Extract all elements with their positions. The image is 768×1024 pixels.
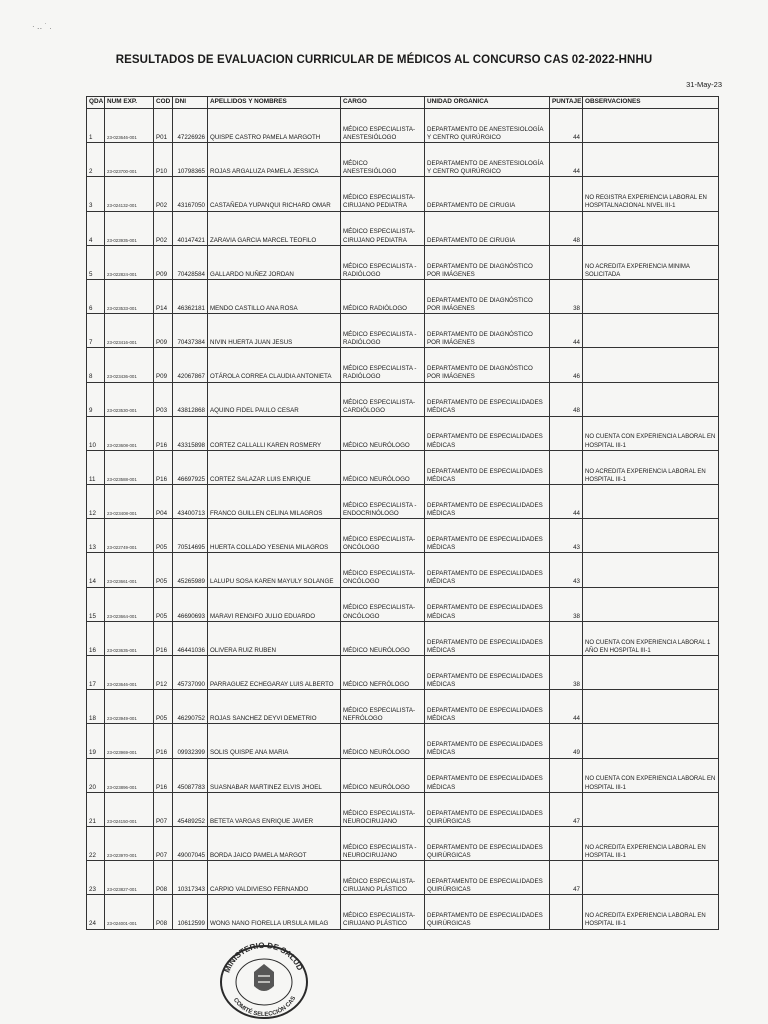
cell-cargo: MÉDICO NEURÓLOGO (341, 450, 425, 484)
cell-cod: P07 (154, 826, 173, 860)
cell-cargo: MÉDICO ESPECIALISTA-ONCÓLOGO (341, 553, 425, 587)
cell-cargo: MÉDICO NEURÓLOGO (341, 758, 425, 792)
cell-unidad: DEPARTAMENTO DE ESPECIALIDADES MÉDICAS (425, 485, 550, 519)
cell-num-exp: 23-024150-001 (105, 792, 154, 826)
cell-qda: 14 (87, 553, 105, 587)
cell-cargo: MÉDICO ESPECIALISTA-CIRUJANO PLÁSTICO (341, 861, 425, 895)
scan-specks: · ‥ ˙ . (32, 22, 52, 31)
cell-qda: 3 (87, 177, 105, 211)
cell-num-exp: 23-024001-001 (105, 895, 154, 929)
table-row (87, 621, 719, 655)
cell-cargo: MÉDICO NEURÓLOGO (341, 621, 425, 655)
cell-qda: 4 (87, 211, 105, 245)
cell-qda: 20 (87, 758, 105, 792)
cell-num-exp: 23-023588-001 (105, 450, 154, 484)
cell-cod: P05 (154, 690, 173, 724)
cell-dni: 09932399 (173, 724, 208, 758)
cell-puntaje: 49 (550, 724, 583, 758)
table-row (87, 724, 719, 758)
cell-dni: 70428584 (173, 245, 208, 279)
col-apellidos-nombres: APELLIDOS Y NOMBRES (208, 97, 341, 109)
cell-nombre: PARRAGUEZ ECHEGARAY LUIS ALBERTO (208, 656, 341, 690)
cell-dni: 43315898 (173, 416, 208, 450)
cell-nombre: FRANCO GUILLEN CELINA MILAGROS (208, 485, 341, 519)
cell-nombre: GALLARDO NUÑEZ JORDAN (208, 245, 341, 279)
table-row (87, 587, 719, 621)
cell-num-exp: 23-023416-001 (105, 314, 154, 348)
cell-qda: 22 (87, 826, 105, 860)
cell-nombre: WONG NANO FIORELLA URSULA MILAG (208, 895, 341, 929)
cell-cod: P16 (154, 416, 173, 450)
cell-cargo: MÉDICO ESPECIALISTA - RADIÓLOGO (341, 245, 425, 279)
cell-observaciones (583, 656, 719, 690)
cell-cargo: MÉDICO RADIÓLOGO (341, 279, 425, 313)
cell-unidad: DEPARTAMENTO DE CIRUGIA (425, 177, 550, 211)
cell-puntaje (550, 621, 583, 655)
cell-unidad: DEPARTAMENTO DE ESPECIALIDADES MÉDICAS (425, 621, 550, 655)
cell-cargo: MÉDICO ESPECIALISTA - NEUROCIRUJANO (341, 826, 425, 860)
cell-puntaje: 38 (550, 587, 583, 621)
cell-nombre: OTÁROLA CORREA CLAUDIA ANTONIETA (208, 348, 341, 382)
cell-qda: 17 (87, 656, 105, 690)
cell-num-exp: 23-023608-001 (105, 416, 154, 450)
cell-puntaje: 44 (550, 485, 583, 519)
cell-qda: 19 (87, 724, 105, 758)
cell-cargo: MÉDICO ESPECIALISTA-CIRUJANO PEDIATRA (341, 211, 425, 245)
cell-puntaje: 44 (550, 143, 583, 177)
cell-nombre: OLIVERA RUIZ RUBEN (208, 621, 341, 655)
cell-nombre: BETETA VARGAS ENRIQUE JAVIER (208, 792, 341, 826)
cell-cod: P16 (154, 758, 173, 792)
col-cod: COD (154, 97, 173, 109)
cell-cargo: MÉDICO ESPECIALISTA - RADIÓLOGO (341, 348, 425, 382)
cell-cargo: MÉDICO ESPECIALISTA-ONCÓLOGO (341, 587, 425, 621)
table-row (87, 553, 719, 587)
cell-qda: 24 (87, 895, 105, 929)
cell-num-exp: 23-023970-001 (105, 826, 154, 860)
cell-unidad: DEPARTAMENTO DE ESPECIALIDADES MÉDICAS (425, 450, 550, 484)
cell-unidad: DEPARTAMENTO DE DIAGNÓSTICO POR IMÁGENES (425, 279, 550, 313)
cell-qda: 15 (87, 587, 105, 621)
cell-qda: 1 (87, 109, 105, 143)
svg-text:COMITÉ SELECCIÓN CAS (232, 996, 297, 1018)
cell-unidad: DEPARTAMENTO DE ESPECIALIDADES QUIRÚRGICAS (425, 895, 550, 929)
table-row (87, 656, 719, 690)
cell-dni: 70514695 (173, 519, 208, 553)
cell-cargo: MÉDICO ESPECIALISTA-CIRUJANO PEDIATRA (341, 177, 425, 211)
cell-puntaje: 44 (550, 109, 583, 143)
cell-observaciones (583, 211, 719, 245)
table-row (87, 519, 719, 553)
table-row (87, 450, 719, 484)
cell-unidad: DEPARTAMENTO DE ESPECIALIDADES QUIRÚRGICAS (425, 826, 550, 860)
cell-qda: 18 (87, 690, 105, 724)
cell-cargo: MÉDICO ESPECIALISTA-ONCÓLOGO (341, 519, 425, 553)
cell-nombre: LALUPU SOSA KAREN MAYULY SOLANGE (208, 553, 341, 587)
table-row (87, 758, 719, 792)
cell-num-exp: 23-023664-001 (105, 587, 154, 621)
cell-num-exp: 23-024132-001 (105, 177, 154, 211)
col-observaciones: OBSERVACIONES (583, 97, 719, 109)
cell-nombre: MENDO CASTILLO ANA ROSA (208, 279, 341, 313)
cell-qda: 10 (87, 416, 105, 450)
cell-observaciones (583, 314, 719, 348)
cell-puntaje: 48 (550, 382, 583, 416)
cell-qda: 12 (87, 485, 105, 519)
table-row (87, 109, 719, 143)
table-header-row (87, 97, 719, 109)
cell-qda: 16 (87, 621, 105, 655)
cell-cargo: MÉDICO ESPECIALISTA - RADIÓLOGO (341, 314, 425, 348)
cell-cod: P10 (154, 143, 173, 177)
cell-unidad: DEPARTAMENTO DE ESPECIALIDADES MÉDICAS (425, 519, 550, 553)
ministry-seal-stamp (218, 942, 310, 1020)
col-qda: QDA (87, 97, 105, 109)
col-dni: DNI (173, 97, 208, 109)
cell-observaciones (583, 382, 719, 416)
cell-num-exp: 23-023896-001 (105, 758, 154, 792)
cell-cod: P05 (154, 553, 173, 587)
cell-unidad: DEPARTAMENTO DE ESPECIALIDADES MÉDICAS (425, 690, 550, 724)
table-row (87, 861, 719, 895)
cell-cod: P05 (154, 519, 173, 553)
cell-qda: 2 (87, 143, 105, 177)
cell-dni: 49007045 (173, 826, 208, 860)
cell-cod: P09 (154, 314, 173, 348)
cell-puntaje (550, 450, 583, 484)
cell-unidad: DEPARTAMENTO DE ESPECIALIDADES MÉDICAS (425, 416, 550, 450)
cell-qda: 5 (87, 245, 105, 279)
stamp-text-bottom: COMITÉ SELECCIÓN CAS (231, 995, 298, 1019)
cell-observaciones (583, 861, 719, 895)
cell-num-exp: 23-023408-001 (105, 485, 154, 519)
cell-dni: 46290752 (173, 690, 208, 724)
cell-cargo: MÉDICO NEURÓLOGO (341, 724, 425, 758)
cell-observaciones (583, 792, 719, 826)
table-row (87, 314, 719, 348)
cell-puntaje: 43 (550, 519, 583, 553)
cell-cod: P08 (154, 861, 173, 895)
cell-unidad: DEPARTAMENTO DE ESPECIALIDADES MÉDICAS (425, 587, 550, 621)
table-row (87, 895, 719, 929)
cell-puntaje (550, 758, 583, 792)
cell-qda: 8 (87, 348, 105, 382)
cell-cargo: MÉDICO NEURÓLOGO (341, 416, 425, 450)
table-row (87, 690, 719, 724)
cell-observaciones (583, 109, 719, 143)
cell-observaciones: NO ACREDITA EXPERIENCIA LABORAL EN HOSPITAL III-1 (583, 895, 719, 929)
cell-dni: 46690693 (173, 587, 208, 621)
cell-nombre: HUERTA COLLADO YESENIA MILAGROS (208, 519, 341, 553)
cell-observaciones (583, 587, 719, 621)
cell-cod: P04 (154, 485, 173, 519)
cell-observaciones: NO CUENTA CON EXPERIENCIA LABORAL EN HOSPITAL III-1 (583, 416, 719, 450)
table-row (87, 485, 719, 519)
cell-observaciones: NO REGISTRA EXPERIENCIA LABORAL EN HOSPITALNACIONAL NIVEL III-1 (583, 177, 719, 211)
cell-observaciones (583, 690, 719, 724)
cell-dni: 45489252 (173, 792, 208, 826)
cell-puntaje: 47 (550, 792, 583, 826)
cell-puntaje (550, 416, 583, 450)
cell-num-exp: 23-023935-001 (105, 211, 154, 245)
table-row (87, 143, 719, 177)
cell-nombre: CORTEZ SALAZAR LUIS ENRIQUE (208, 450, 341, 484)
cell-dni: 10612599 (173, 895, 208, 929)
cell-dni: 45087783 (173, 758, 208, 792)
cell-nombre: SOLIS QUISPE ANA MARIA (208, 724, 341, 758)
col-num-exp: NUM EXP. (105, 97, 154, 109)
cell-nombre: AQUINO FIDEL PAULO CESAR (208, 382, 341, 416)
cell-cod: P02 (154, 211, 173, 245)
cell-cargo: MÉDICO ESPECIALISTA - ENDOCRINÓLOGO (341, 485, 425, 519)
cell-cod: P14 (154, 279, 173, 313)
table-row (87, 792, 719, 826)
cell-dni: 47226926 (173, 109, 208, 143)
cell-observaciones: NO CUENTA CON EXPERIENCIA LABORAL EN HOSPITAL III-1 (583, 758, 719, 792)
cell-nombre: ROJAS ARGALUZA PAMELA JESSICA (208, 143, 341, 177)
cell-puntaje (550, 895, 583, 929)
cell-puntaje: 44 (550, 314, 583, 348)
cell-puntaje (550, 177, 583, 211)
cell-qda: 9 (87, 382, 105, 416)
cell-cod: P01 (154, 109, 173, 143)
cell-num-exp: 23-023949-001 (105, 690, 154, 724)
cell-puntaje: 46 (550, 348, 583, 382)
table-row (87, 177, 719, 211)
cell-num-exp: 23-022824-001 (105, 245, 154, 279)
cell-nombre: CASTAÑEDA YUPANQUI RICHARD OMAR (208, 177, 341, 211)
stamp-text-top: MINISTERIO DE SALUD (222, 942, 305, 974)
cell-dni: 43812868 (173, 382, 208, 416)
cell-unidad: DEPARTAMENTO DE ESPECIALIDADES MÉDICAS (425, 758, 550, 792)
cell-observaciones: NO CUENTA CON EXPERIENCIA LABORAL 1 AÑO EN HOSPITAL III-1 (583, 621, 719, 655)
cell-observaciones: NO ACREDITA EXPERIENCIA LABORAL EN HOSPITAL III-1 (583, 450, 719, 484)
cell-unidad: DEPARTAMENTO DE CIRUGIA (425, 211, 550, 245)
cell-unidad: DEPARTAMENTO DE ESPECIALIDADES QUIRÚRGICAS (425, 861, 550, 895)
results-table (86, 96, 719, 930)
cell-dni: 46441036 (173, 621, 208, 655)
cell-num-exp: 23-023827-001 (105, 861, 154, 895)
cell-cod: P12 (154, 656, 173, 690)
col-cargo: CARGO (341, 97, 425, 109)
cell-puntaje: 43 (550, 553, 583, 587)
cell-puntaje: 47 (550, 861, 583, 895)
cell-num-exp: 23-023635-001 (105, 621, 154, 655)
cell-nombre: NIVIN HUERTA JUAN JESUS (208, 314, 341, 348)
table-row (87, 416, 719, 450)
cell-unidad: DEPARTAMENTO DE ESPECIALIDADES QUIRÚRGICAS (425, 792, 550, 826)
cell-num-exp: 23-022749-001 (105, 519, 154, 553)
cell-cargo: MÉDICO ESPECIALISTA-CIRUJANO PLÁSTICO (341, 895, 425, 929)
cell-observaciones (583, 519, 719, 553)
cell-num-exp: 23-023530-001 (105, 382, 154, 416)
cell-qda: 11 (87, 450, 105, 484)
cell-cod: P02 (154, 177, 173, 211)
cell-nombre: SUASNABAR MARTINEZ ELVIS JHOEL (208, 758, 341, 792)
cell-unidad: DEPARTAMENTO DE ESPECIALIDADES MÉDICAS (425, 382, 550, 416)
cell-cod: P03 (154, 382, 173, 416)
cell-dni: 40147421 (173, 211, 208, 245)
cell-puntaje: 38 (550, 279, 583, 313)
cell-dni: 46697925 (173, 450, 208, 484)
cell-unidad: DEPARTAMENTO DE DIAGNÓSTICO POR IMÁGENES (425, 314, 550, 348)
cell-unidad: DEPARTAMENTO DE ESPECIALIDADES MÉDICAS (425, 553, 550, 587)
cell-cod: P09 (154, 348, 173, 382)
cell-cargo: MÉDICO ESPECIALISTA-CARDIÓLOGO (341, 382, 425, 416)
col-puntaje: PUNTAJE (550, 97, 583, 109)
document-title: RESULTADOS DE EVALUACION CURRICULAR DE MÉDICOS AL CONCURSO CAS 02-2022-HNHU (115, 54, 653, 66)
cell-cargo: MÉDICO ESPECIALISTA-NEUROCIRUJANO (341, 792, 425, 826)
cell-dni: 43400713 (173, 485, 208, 519)
cell-puntaje (550, 245, 583, 279)
cell-nombre: ROJAS SANCHEZ DEYVI DEMETRIO (208, 690, 341, 724)
cell-dni: 46362181 (173, 279, 208, 313)
cell-unidad: DEPARTAMENTO DE ANESTESIOLOGÍA Y CENTRO QUIRÚRGICO (425, 109, 550, 143)
cell-num-exp: 23-023661-001 (105, 553, 154, 587)
cell-cod: P05 (154, 587, 173, 621)
table-row (87, 382, 719, 416)
cell-observaciones (583, 348, 719, 382)
cell-dni: 43167050 (173, 177, 208, 211)
cell-nombre: MARAVI RENGIFO JULIO EDUARDO (208, 587, 341, 621)
cell-observaciones (583, 143, 719, 177)
cell-nombre: BORDA JAICO PAMELA MARGOT (208, 826, 341, 860)
table-row (87, 245, 719, 279)
cell-observaciones (583, 724, 719, 758)
cell-unidad: DEPARTAMENTO DE ESPECIALIDADES MÉDICAS (425, 656, 550, 690)
cell-num-exp: 23-023533-001 (105, 279, 154, 313)
cell-num-exp: 23-023969-001 (105, 724, 154, 758)
cell-qda: 13 (87, 519, 105, 553)
cell-cod: P16 (154, 450, 173, 484)
cell-dni: 70437384 (173, 314, 208, 348)
cell-qda: 23 (87, 861, 105, 895)
document-date: 31-May-23 (686, 80, 722, 89)
cell-observaciones (583, 553, 719, 587)
cell-cod: P16 (154, 724, 173, 758)
cell-cod: P07 (154, 792, 173, 826)
cell-qda: 6 (87, 279, 105, 313)
cell-unidad: DEPARTAMENTO DE ANESTESIOLOGÍA Y CENTRO QUIRÚRGICO (425, 143, 550, 177)
cell-dni: 10798365 (173, 143, 208, 177)
cell-num-exp: 23-023700-001 (105, 143, 154, 177)
cell-puntaje: 44 (550, 690, 583, 724)
cell-cargo: MÉDICO NEFRÓLOGO (341, 656, 425, 690)
col-unidad-organica: UNIDAD ORGANICA (425, 97, 550, 109)
cell-dni: 45265989 (173, 553, 208, 587)
cell-observaciones: NO ACREDITA EXPERIENCIA MINIMA SOLICITADA (583, 245, 719, 279)
cell-dni: 10317343 (173, 861, 208, 895)
cell-nombre: QUISPE CASTRO PAMELA MARGOTH (208, 109, 341, 143)
cell-unidad: DEPARTAMENTO DE ESPECIALIDADES MÉDICAS (425, 724, 550, 758)
cell-nombre: CARPIO VALDIVIESO FERNANDO (208, 861, 341, 895)
table-row (87, 348, 719, 382)
table-row (87, 211, 719, 245)
cell-cargo: MÉDICO ESPECIALISTA-ANESTESIÓLOGO (341, 109, 425, 143)
cell-num-exp: 23-023436-001 (105, 348, 154, 382)
table-row (87, 826, 719, 860)
table-row (87, 279, 719, 313)
cell-cod: P16 (154, 621, 173, 655)
cell-unidad: DEPARTAMENTO DE DIAGNÓSTICO POR IMÁGENES (425, 245, 550, 279)
table-body (87, 109, 719, 930)
cell-observaciones (583, 485, 719, 519)
cell-cod: P09 (154, 245, 173, 279)
cell-dni: 45737090 (173, 656, 208, 690)
cell-qda: 7 (87, 314, 105, 348)
cell-nombre: ZARAVIA GARCIA MARCEL TEOFILO (208, 211, 341, 245)
cell-observaciones: NO ACREDITA EXPERIENCIA LABORAL EN HOSPITAL III-1 (583, 826, 719, 860)
cell-nombre: CORTEZ CALLALLI KAREN ROSMERY (208, 416, 341, 450)
cell-puntaje: 38 (550, 656, 583, 690)
cell-cod: P08 (154, 895, 173, 929)
cell-qda: 21 (87, 792, 105, 826)
cell-cargo: MÉDICO ESPECIALISTA-NEFRÓLOGO (341, 690, 425, 724)
cell-num-exp: 23-023646-001 (105, 109, 154, 143)
cell-puntaje (550, 826, 583, 860)
cell-observaciones (583, 279, 719, 313)
cell-cargo: MÉDICO ANESTESIÓLOGO (341, 143, 425, 177)
cell-puntaje: 48 (550, 211, 583, 245)
cell-num-exp: 23-023646-001 (105, 656, 154, 690)
cell-unidad: DEPARTAMENTO DE DIAGNÓSTICO POR IMÁGENES (425, 348, 550, 382)
cell-dni: 42067867 (173, 348, 208, 382)
